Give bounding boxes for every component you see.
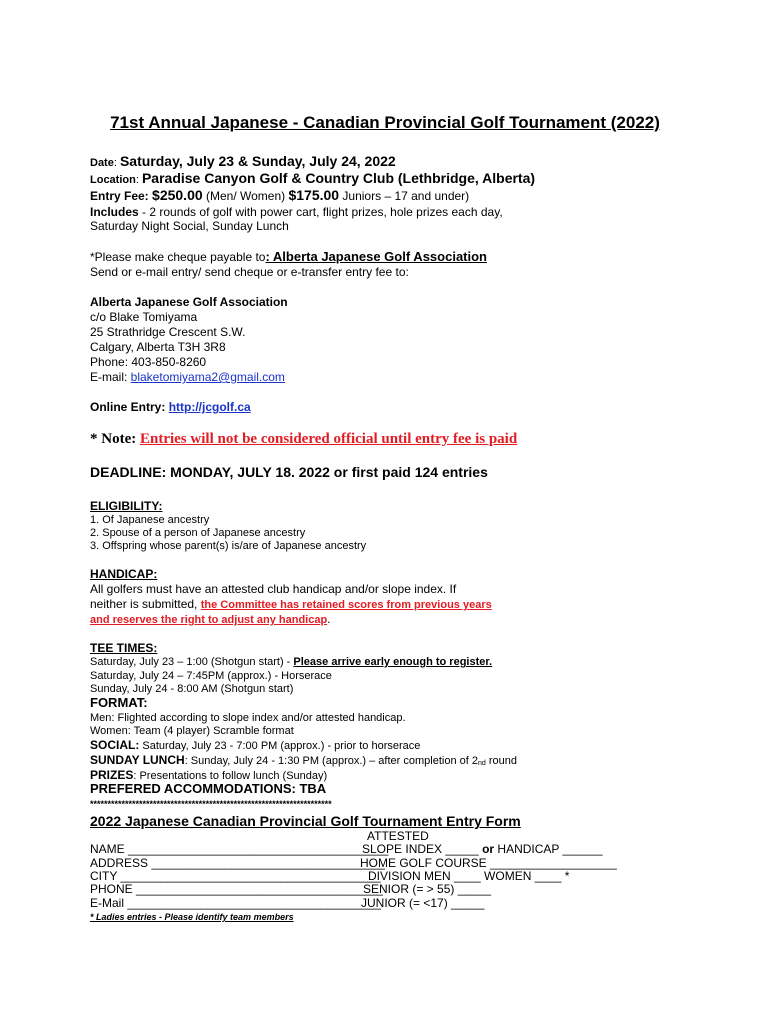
date-label: Date bbox=[90, 157, 114, 169]
adult-price: $250.00 bbox=[152, 187, 203, 203]
location-value: Paradise Canyon Golf & Country Club (Lethbridge, Alberta) bbox=[141, 170, 536, 186]
address-phone: Phone: 403-850-8260 bbox=[90, 355, 207, 369]
entry-form-title: 2022 Japanese Canadian Provincial Golf Tournament Entry Form bbox=[90, 813, 521, 829]
form-field-slope-handicap[interactable] bbox=[362, 842, 603, 856]
sunday-lunch-end: round bbox=[485, 755, 517, 767]
form-field-city[interactable]: CITY _______________________________________ bbox=[90, 869, 381, 883]
sunday-lunch-label: SUNDAY LUNCH bbox=[90, 753, 185, 767]
tee-time-3: Sunday, July 24 - 8:00 AM (Shotgun start) bbox=[90, 683, 294, 695]
handicap-red-1: the Committee has retained scores from previous years bbox=[200, 599, 492, 611]
form-field-email[interactable]: E-Mail ______________________________________ bbox=[90, 896, 381, 910]
page-title: 71st Annual Japanese - Canadian Provincial Golf Tournament (2022) bbox=[110, 113, 660, 132]
includes-line bbox=[90, 205, 503, 219]
slope-index-field: SLOPE INDEX _____ bbox=[362, 842, 483, 856]
email-link[interactable]: blaketomiyama2@gmail.com bbox=[130, 370, 285, 384]
cheque-payee: : Alberta Japanese Golf Association bbox=[265, 249, 487, 264]
address-city: Calgary, Alberta T3H 3R8 bbox=[90, 340, 226, 354]
fee-note bbox=[90, 430, 517, 448]
handicap-plain: neither is submitted, bbox=[90, 597, 201, 611]
or-text: or bbox=[482, 842, 495, 856]
star-divider: ********************************************************************* bbox=[90, 799, 332, 809]
note-text: Entries will not be considered official until entry fee is paid bbox=[139, 431, 518, 447]
deadline-label: DEADLINE bbox=[90, 464, 162, 480]
tee-times-heading: TEE TIMES: bbox=[90, 641, 158, 655]
handicap-field: HANDICAP ______ bbox=[494, 842, 603, 856]
form-field-senior[interactable]: SENIOR (= > 55) _____ bbox=[363, 882, 492, 896]
format-line-2: Women: Team (4 player) Scramble format bbox=[90, 725, 294, 737]
form-field-name[interactable]: NAME _______________________________________ bbox=[90, 842, 389, 856]
prizes-label: PRIZES bbox=[90, 768, 134, 782]
form-field-home-course[interactable]: HOME GOLF COURSE ___________________ bbox=[360, 856, 617, 870]
junior-note: Juniors – 17 and under) bbox=[342, 189, 470, 203]
tee-time-1 bbox=[90, 655, 492, 669]
attested-label: ATTESTED bbox=[367, 829, 429, 843]
format-line-1: Men: Flighted according to slope index and/or attested handicap. bbox=[90, 712, 406, 724]
format-heading: FORMAT: bbox=[90, 695, 148, 710]
date-value: Saturday, July 23 & Sunday, July 24, 2022 bbox=[119, 153, 396, 169]
form-field-address[interactable]: ADDRESS ___________________________________ bbox=[90, 856, 385, 870]
social-line bbox=[90, 738, 420, 753]
cheque-line bbox=[90, 250, 487, 264]
address-email-line bbox=[90, 370, 285, 384]
handicap-line-1: All golfers must have an attested club handicap and/or slope index. If bbox=[90, 582, 457, 596]
adult-note: (Men/ Women) bbox=[205, 189, 286, 203]
eligibility-item-2: 2. Spouse of a person of Japanese ancestry bbox=[90, 527, 306, 539]
social-label: SOCIAL: bbox=[90, 738, 140, 752]
form-field-phone[interactable]: PHONE _____________________________________ bbox=[90, 882, 383, 896]
address-org: Alberta Japanese Golf Association bbox=[90, 295, 288, 309]
email-label: E-mail: bbox=[90, 370, 131, 384]
eligibility-item-1: 1. Of Japanese ancestry bbox=[90, 514, 210, 526]
tee-time-2: Saturday, July 24 – 7:45PM (approx.) - Horserace bbox=[90, 670, 332, 682]
handicap-heading: HANDICAP: bbox=[90, 567, 158, 581]
handicap-heading-text: HANDICAP bbox=[90, 567, 154, 581]
address-co: c/o Blake Tomiyama bbox=[90, 310, 198, 324]
form-field-division[interactable]: DIVISION MEN ____ WOMEN ____ * bbox=[368, 869, 570, 883]
send-instructions: Send or e-mail entry/ send cheque or e-transfer entry fee to: bbox=[90, 265, 409, 279]
includes-line-2: Saturday Night Social, Sunday Lunch bbox=[90, 219, 289, 233]
prizes-text: : Presentations to follow lunch (Sunday) bbox=[133, 770, 328, 782]
online-label: Online Entry: bbox=[90, 400, 169, 414]
cheque-prefix: *Please make cheque payable to bbox=[90, 250, 266, 264]
entry-fee-label: Entry Fee: bbox=[90, 189, 149, 203]
sunday-lunch-sup: nd bbox=[477, 760, 486, 767]
accommodations: PREFERED ACCOMMODATIONS: TBA bbox=[90, 781, 327, 796]
tee-time-1-bold: Please arrive early enough to register. bbox=[293, 656, 493, 668]
handicap-line-3 bbox=[90, 612, 331, 627]
junior-price: $175.00 bbox=[288, 187, 340, 203]
includes-text: - 2 rounds of golf with power cart, flight prizes, hole prizes each day, bbox=[142, 205, 503, 219]
location-label: Location bbox=[90, 174, 136, 186]
note-prefix: * Note: bbox=[90, 431, 140, 447]
eligibility-heading-text: ELIGIBILITY bbox=[90, 499, 159, 513]
deadline-line bbox=[90, 464, 488, 480]
online-entry-line bbox=[90, 400, 251, 414]
social-text: Saturday, July 23 - 7:00 PM (approx.) - prior to horserace bbox=[139, 740, 421, 752]
location-line: Location: Paradise Canyon Golf & Country Club (Lethbridge, Alberta) bbox=[90, 170, 536, 186]
eligibility-heading: ELIGIBILITY: bbox=[90, 499, 163, 513]
date-line: Date: Saturday, July 23 & Sunday, July 24, 2022 bbox=[90, 153, 396, 169]
address-street: 25 Strathridge Crescent S.W. bbox=[90, 325, 246, 339]
deadline-text: : MONDAY, JULY 18. 2022 or first paid 124 entries bbox=[161, 464, 488, 480]
online-entry-link[interactable]: http://jcgolf.ca bbox=[168, 400, 251, 414]
handicap-line-2 bbox=[90, 597, 492, 612]
handicap-end: . bbox=[327, 612, 331, 626]
entry-fee-line bbox=[90, 188, 469, 203]
tee-time-1-text: Saturday, July 23 – 1:00 (Shotgun start) - bbox=[90, 656, 294, 668]
eligibility-item-3: 3. Offspring whose parent(s) is/are of Japanese ancestry bbox=[90, 540, 367, 552]
sunday-lunch-text: : Sunday, July 24 - 1:30 PM (approx.) – after completion of 2 bbox=[184, 755, 478, 767]
ladies-footnote: * Ladies entries - Please identify team members bbox=[90, 912, 294, 922]
handicap-red-2: and reserves the right to adjust any handicap bbox=[90, 614, 328, 626]
includes-label: Includes bbox=[90, 205, 139, 219]
form-field-junior[interactable]: JUNIOR (= <17) _____ bbox=[361, 896, 485, 910]
